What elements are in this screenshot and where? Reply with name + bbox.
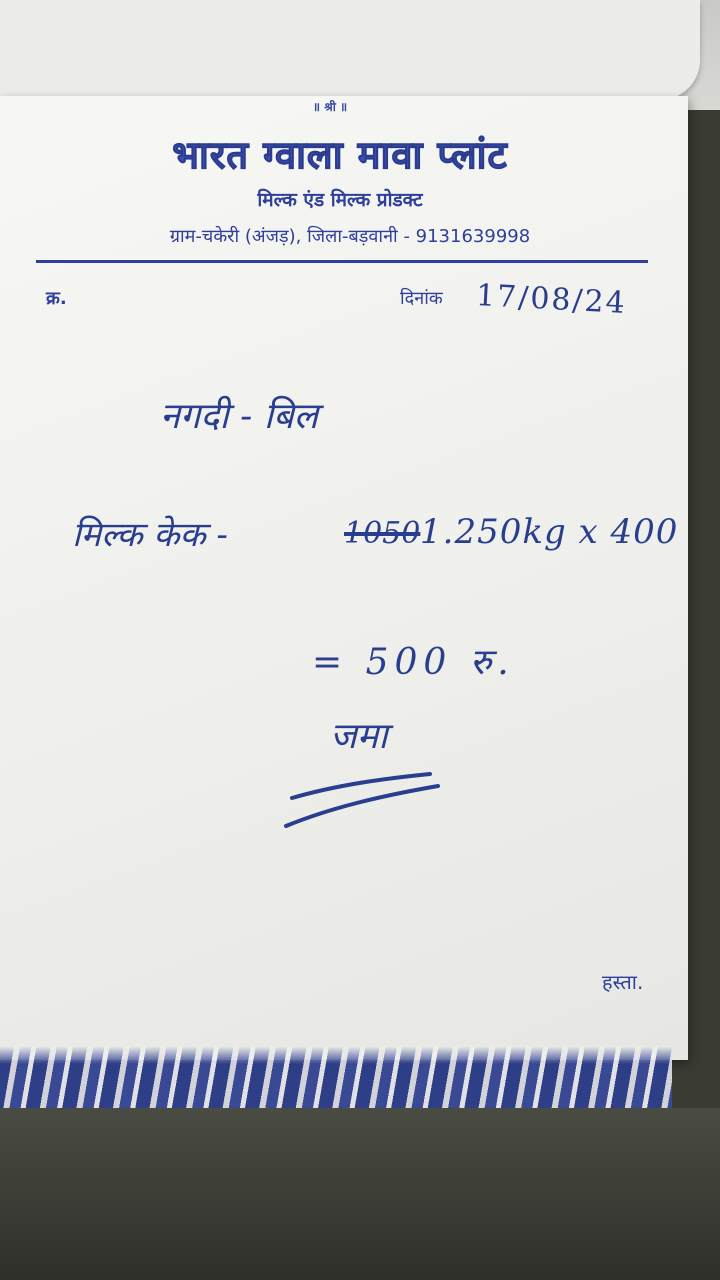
bill-type-handwritten: नगदी - बिल — [160, 396, 319, 437]
address-phone: ग्राम-चकेरी (अंजड़), जिला-बड़वानी - 9131639998 — [169, 226, 531, 247]
struck-value-handwritten: 1050 — [344, 516, 421, 551]
header-divider — [36, 260, 648, 263]
pad-binding-edge — [0, 1046, 672, 1110]
business-name: भारत ग्वाला मावा प्लांट — [172, 133, 508, 177]
signature-label: हस्ता. — [602, 970, 644, 994]
table-surface — [0, 1108, 720, 1280]
date-label: दिनांक — [400, 288, 443, 309]
business-tagline: मिल्क एंड मिल्क प्रोडक्ट — [257, 189, 423, 211]
item-label-handwritten: मिल्क केक - — [72, 515, 228, 555]
status-handwritten: जमा — [330, 716, 388, 757]
previous-page-edge — [0, 0, 700, 100]
serial-number-label: क्र. — [46, 288, 67, 309]
invocation-text: ॥ श्री ॥ — [312, 100, 348, 114]
double-underline-stroke — [280, 760, 450, 840]
calculation-handwritten: 1.250kg x 400 — [420, 512, 679, 552]
total-handwritten: = 500 रु. — [312, 642, 515, 683]
date-value: 17/08/24 — [475, 278, 628, 321]
